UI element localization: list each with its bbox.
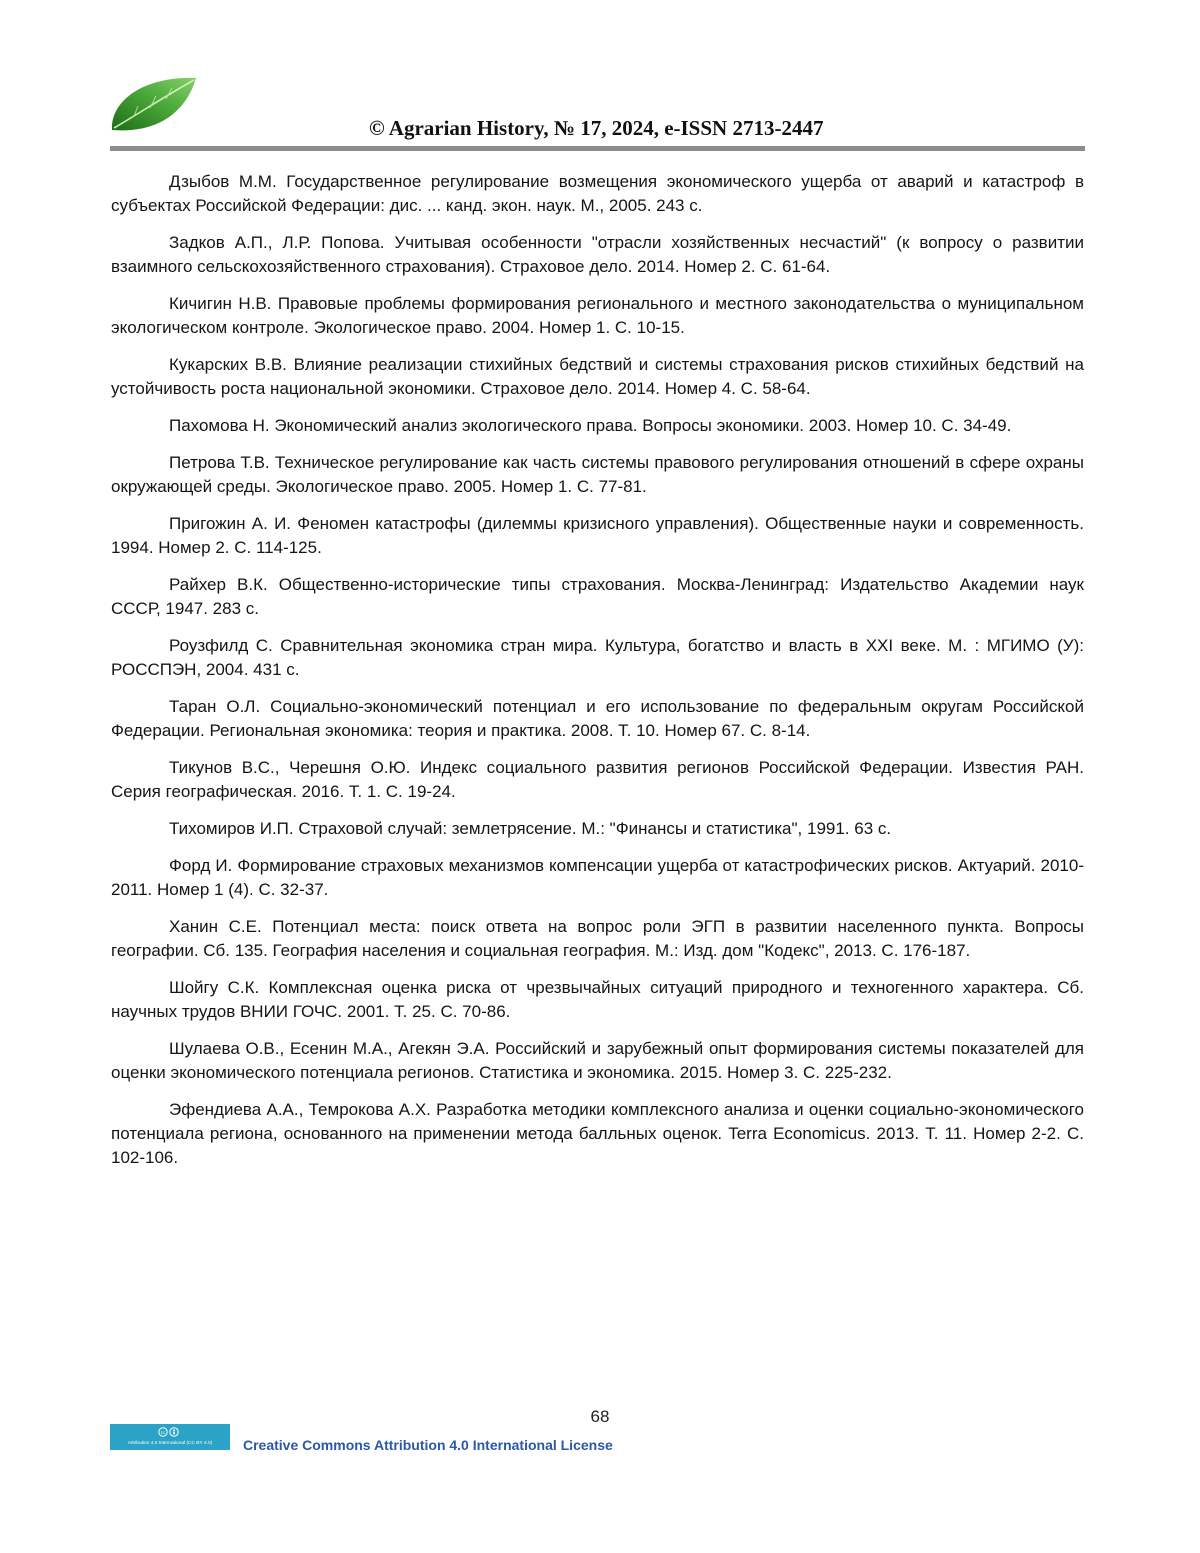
cc-license-badge[interactable] <box>110 1424 230 1450</box>
reference-item: Тикунов В.С., Черешня О.Ю. Индекс социального развития регионов Российской Федерации. Известия РАН. Серия географическая. 2016. Т. 1. С. 19-24. <box>111 758 1084 801</box>
reference-list <box>111 170 1084 1183</box>
reference-item: Дзыбов М.М. Государственное регулирование возмещения экономического ущерба от аварий и катастроф в субъектах Российской Федерации: дис. ... канд. экон. наук. М., 2005. 243 с. <box>111 172 1084 215</box>
reference-item: Роузфилд С. Сравнительная экономика стран мира. Культура, богатство и власть в XXI веке. М. : МГИМО (У): РОССПЭН, 2004. 431 с. <box>111 636 1084 679</box>
reference-item: Пригожин А. И. Феномен катастрофы (дилеммы кризисного управления). Общественные науки и современность. 1994. Номер 2. С. 114-125. <box>111 514 1084 557</box>
reference-item: Шойгу С.К. Комплексная оценка риска от чрезвычайных ситуаций природного и техногенного характера. Сб. научных трудов ВНИИ ГОЧС. 2001. Т. 25. С. 70-86. <box>111 978 1084 1021</box>
header-divider <box>110 146 1085 151</box>
reference-item: Кукарских В.В. Влияние реализации стихийных бедствий и системы страхования рисков стихийных бедствий на устойчивость роста национальной экономики. Страховое дело. 2014. Номер 4. С. 58-64. <box>111 355 1084 398</box>
reference-item: Пахомова Н. Экономический анализ экологического права. Вопросы экономики. 2003. Номер 10. С. 34-49. <box>169 416 1012 435</box>
reference-item: Таран О.Л. Социально-экономический потенциал и его использование по федеральным округам Российской Федерации. Региональная экономика: теория и практика. 2008. Т. 10. Номер 67. С. 8-14. <box>111 697 1084 740</box>
reference-item: Тихомиров И.П. Страховой случай: землетрясение. М.: "Финансы и статистика", 1991. 63 с. <box>169 819 892 838</box>
reference-item: Петрова Т.В. Техническое регулирование как часть системы правового регулирования отношений в сфере охраны окружающей среды. Экологическое право. 2005. Номер 1. С. 77-81. <box>111 453 1084 496</box>
leaf-icon <box>104 70 204 138</box>
page-number: 68 <box>590 1407 610 1426</box>
reference-item: Райхер В.К. Общественно-исторические типы страхования. Москва-Ленинград: Издательство Академии наук СССР, 1947. 283 с. <box>111 575 1084 618</box>
cc-badge-text: Attribution 4.0 International (CC BY 4.0) <box>127 1441 213 1446</box>
reference-item: Кичигин Н.В. Правовые проблемы формирования регионального и местного законодательства о муниципальном экологическом контроле. Экологическое право. 2004. Номер 1. С. 10-15. <box>111 294 1084 337</box>
reference-item: Ханин С.Е. Потенциал места: поиск ответа на вопрос роли ЭГП в развитии населенного пункта. Вопросы географии. Сб. 135. География населения и социальная география. М.: Изд. дом "Кодекс", 2013. С. 176-187. <box>111 917 1084 960</box>
license-link[interactable]: Creative Commons Attribution 4.0 International License <box>243 1437 613 1453</box>
svg-text:cc: cc <box>160 1430 166 1435</box>
reference-item: Шулаева О.В., Есенин М.А., Агекян Э.А. Российский и зарубежный опыт формирования системы показателей для оценки экономического потенциала регионов. Статистика и экономика. 2015. Номер 3. С. 225-232. <box>111 1039 1084 1082</box>
reference-item: Форд И. Формирование страховых механизмов компенсации ущерба от катастрофических рисков. Актуарий. 2010-2011. Номер 1 (4). С. 32-37. <box>111 856 1084 899</box>
reference-item: Эфендиева А.А., Темрокова А.Х. Разработка методики комплексного анализа и оценки социально-экономического потенциала региона, основанного на применении метода балльных оценок. Terra Economicus. 2013. Т. 11. Номер 2-2. С. 102-106. <box>111 1100 1084 1167</box>
reference-item: Задков А.П., Л.Р. Попова. Учитывая особенности "отрасли хозяйственных несчастий" (к вопросу о развитии взаимного сельскохозяйственного страхования). Страховое дело. 2014. Номер 2. С. 61-64. <box>111 233 1084 276</box>
journal-title: © Agrarian History, № 17, 2024, e-ISSN 2713-2447 <box>369 116 824 140</box>
